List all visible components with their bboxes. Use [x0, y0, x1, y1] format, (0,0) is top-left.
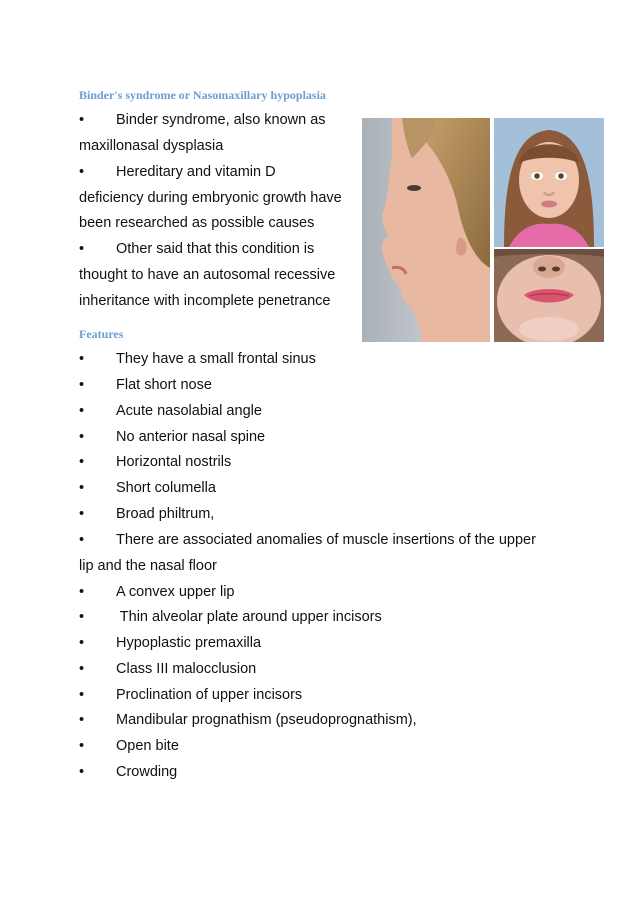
- patient-photos: [362, 118, 604, 342]
- feature-item-text: There are associated anomalies of muscle insertions of the upper: [116, 532, 536, 548]
- feature-item-text: No anterior nasal spine: [116, 429, 266, 445]
- bullet: •: [79, 429, 85, 445]
- feature-item-text: Class III malocclusion: [116, 661, 257, 677]
- bullet: •: [79, 712, 85, 728]
- feature-item-text: Hypoplastic premaxilla: [116, 635, 262, 651]
- intro-item-2-text: Hereditary and vitamin D: [116, 164, 276, 180]
- bullet: •: [79, 351, 85, 367]
- feature-item-text: Broad philtrum,: [116, 506, 215, 522]
- bullet: •: [79, 584, 85, 600]
- intro-item-1-text: Binder syndrome, also known as: [116, 112, 326, 128]
- bullet: •: [79, 661, 85, 677]
- bullet: •: [79, 687, 85, 703]
- bullet: •: [79, 480, 85, 496]
- intro-item-2-continuation-2: been researched as possible causes: [79, 215, 315, 231]
- bullet: •: [79, 609, 85, 625]
- feature-item-text: Mandibular prognathism (pseudoprognathism),: [116, 712, 417, 728]
- feature-item-text: Open bite: [116, 738, 179, 754]
- intro-item-2-continuation: deficiency during embryonic growth have: [79, 190, 342, 206]
- bullet: •: [79, 635, 85, 651]
- bullet: •: [79, 241, 85, 257]
- intro-item-3-continuation: thought to have an autosomal recessive: [79, 267, 336, 283]
- bullet: •: [79, 764, 85, 780]
- feature-item-text: Proclination of upper incisors: [116, 687, 303, 703]
- bullet: •: [79, 164, 85, 180]
- bullet: •: [79, 738, 85, 754]
- bullet: •: [79, 112, 85, 128]
- feature-item-text: Acute nasolabial angle: [116, 403, 262, 419]
- basal-photo: [494, 249, 604, 342]
- feature-item-text: Thin alveolar plate around upper incisors: [116, 609, 382, 625]
- intro-item-3-continuation-2: inheritance with incomplete penetrance: [79, 293, 331, 309]
- bullet: •: [79, 532, 85, 548]
- feature-item-continuation: lip and the nasal floor: [79, 558, 217, 574]
- feature-item-text: Short columella: [116, 480, 216, 496]
- bullet: •: [79, 377, 85, 393]
- bullet: •: [79, 403, 85, 419]
- feature-item-text: Crowding: [116, 764, 178, 780]
- feature-item-text: Flat short nose: [116, 377, 212, 393]
- bullet: •: [79, 506, 85, 522]
- intro-item-1-continuation: maxillonasal dysplasia: [79, 138, 224, 154]
- frontal-photo: [494, 118, 604, 247]
- feature-item-text: They have a small frontal sinus: [116, 351, 316, 367]
- features-heading: Features: [79, 327, 124, 341]
- profile-photo: [362, 118, 490, 342]
- page-title: Binder's syndrome or Nasomaxillary hypoplasia: [79, 88, 326, 102]
- feature-item-text: A convex upper lip: [116, 584, 235, 600]
- intro-item-3-text: Other said that this condition is: [116, 241, 315, 257]
- feature-item-text: Horizontal nostrils: [116, 454, 232, 470]
- bullet: •: [79, 454, 85, 470]
